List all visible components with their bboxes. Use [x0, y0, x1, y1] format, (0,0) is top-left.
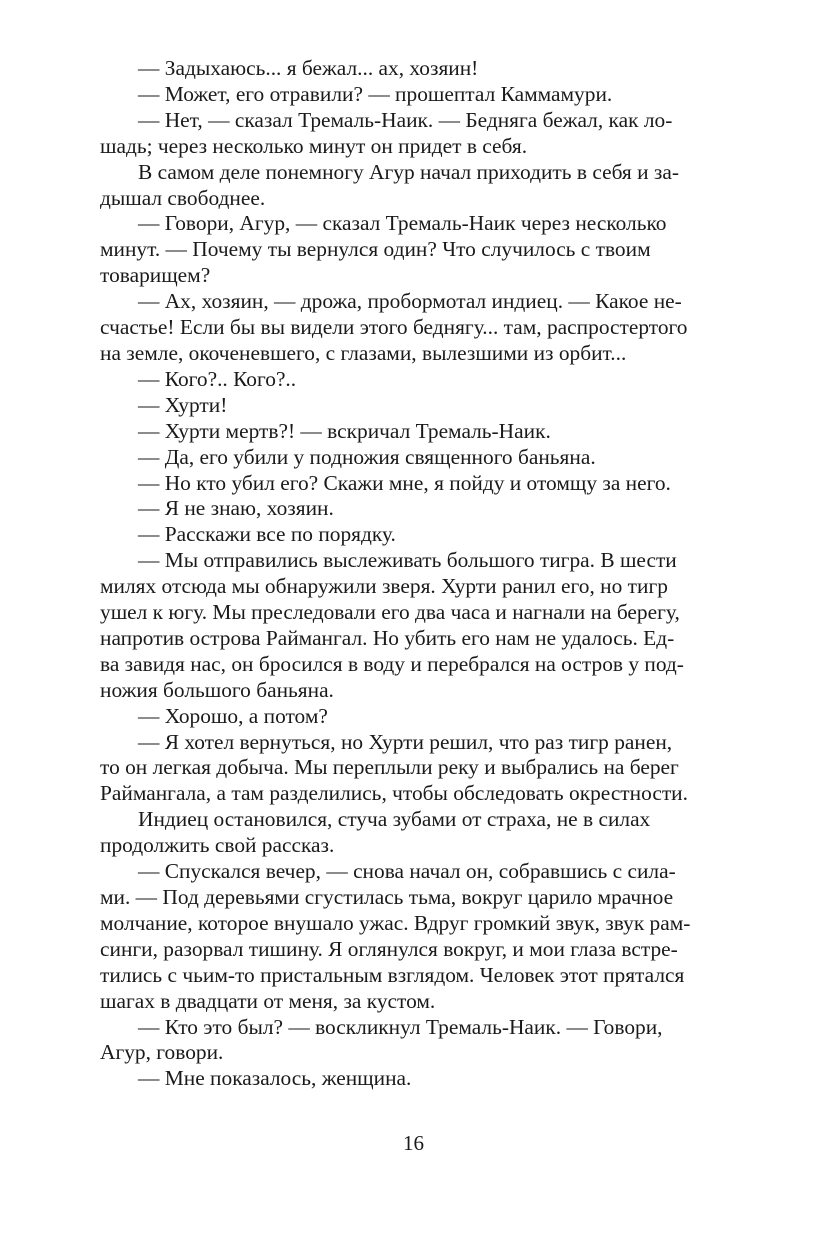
text-line: — Но кто убил его? Скажи мне, я пойду и отомщу за него. [138, 470, 671, 495]
text-line: — Я не знаю, хозяин. [138, 496, 334, 521]
text-line: — Мы отправились выслеживать большого тигра. В шести [138, 548, 677, 573]
text-line: — Говори, Агур, — сказал Тремаль-Наик через несколько [138, 211, 667, 236]
text-line: Агур, говори. [100, 1040, 224, 1065]
text-line: — Нет, — сказал Тремаль-Наик. — Бедняга бежал, как ло- [138, 107, 673, 132]
text-line: — Спускался вечер, — снова начал он, собравшись с сила- [138, 859, 676, 884]
text-line: — Да, его убили у подножия священного баньяна. [138, 444, 596, 469]
text-line: счастье! Если бы вы видели этого беднягу... там, распростертого [100, 315, 688, 340]
text-line: напротив острова Раймангал. Но убить его нам не удалось. Ед- [100, 625, 675, 650]
text-line: на земле, окоченевшего, с глазами, вылезшими из орбит... [100, 340, 627, 365]
text-line: ножия большого баньяна. [100, 677, 334, 702]
text-line: В самом деле понемногу Агур начал приходить в себя и за- [138, 159, 679, 184]
text-line: — Хорошо, а потом? [138, 703, 328, 728]
text-line: — Хурти! [138, 392, 228, 417]
text-line: ушел к югу. Мы преследовали его два часа и нагнали на берегу, [100, 600, 680, 625]
text-line: милях отсюда мы обнаружили зверя. Хурти ранил его, но тигр [100, 574, 668, 599]
text-line: — Может, его отравили? — прошептал Каммамури. [138, 81, 613, 106]
text-line: синги, разорвал тишину. Я оглянулся вокруг, и мои глаза встре- [100, 936, 678, 961]
text-line: — Задыхаюсь... я бежал... ах, хозяин! [138, 56, 479, 80]
text-line: молчание, которое внушало ужас. Вдруг громкий звук, звук рам- [100, 910, 691, 935]
text-line: товарищем? [100, 263, 211, 288]
text-line: шагах в двадцати от меня, за кустом. [100, 988, 436, 1013]
text-line: то он легкая добыча. Мы переплыли реку и выбрались на берег [100, 755, 679, 780]
text-line: — Мне показалось, женщина. [138, 1066, 412, 1091]
text-line: продолжить свой рассказ. [100, 833, 335, 858]
text-line: минут. — Почему ты вернулся один? Что случилось с твоим [100, 237, 651, 262]
page-body [100, 56, 735, 1092]
text-line: — Расскажи все по порядку. [138, 522, 396, 547]
text-line: — Хурти мертв?! — вскричал Тремаль-Наик. [138, 418, 551, 443]
text-line: Раймангала, а там разделились, чтобы обследовать окрестности. [100, 781, 688, 806]
page-number: 16 [403, 1131, 424, 1155]
text-line: — Ах, хозяин, — дрожа, пробормотал индиец. — Какое не- [138, 289, 682, 314]
text-line: — Я хотел вернуться, но Хурти решил, что раз тигр ранен, [138, 729, 673, 754]
text-line: дышал свободнее. [100, 185, 266, 210]
text-line: Индиец остановился, стуча зубами от страха, не в силах [138, 807, 651, 832]
text-line: — Кого?.. Кого?.. [138, 366, 297, 391]
text-line: ми. — Под деревьями сгустилась тьма, вокруг царило мрачное [100, 885, 674, 909]
text-line: шадь; через несколько минут он придет в себя. [100, 133, 528, 158]
text-line: — Кто это был? — воскликнул Тремаль-Наик. — Говори, [138, 1014, 663, 1039]
text-line: ва завидя нас, он бросился в воду и перебрался на остров у под- [100, 651, 684, 676]
text-line: тились с чьим-то пристальным взглядом. Человек этот прятался [100, 962, 685, 987]
